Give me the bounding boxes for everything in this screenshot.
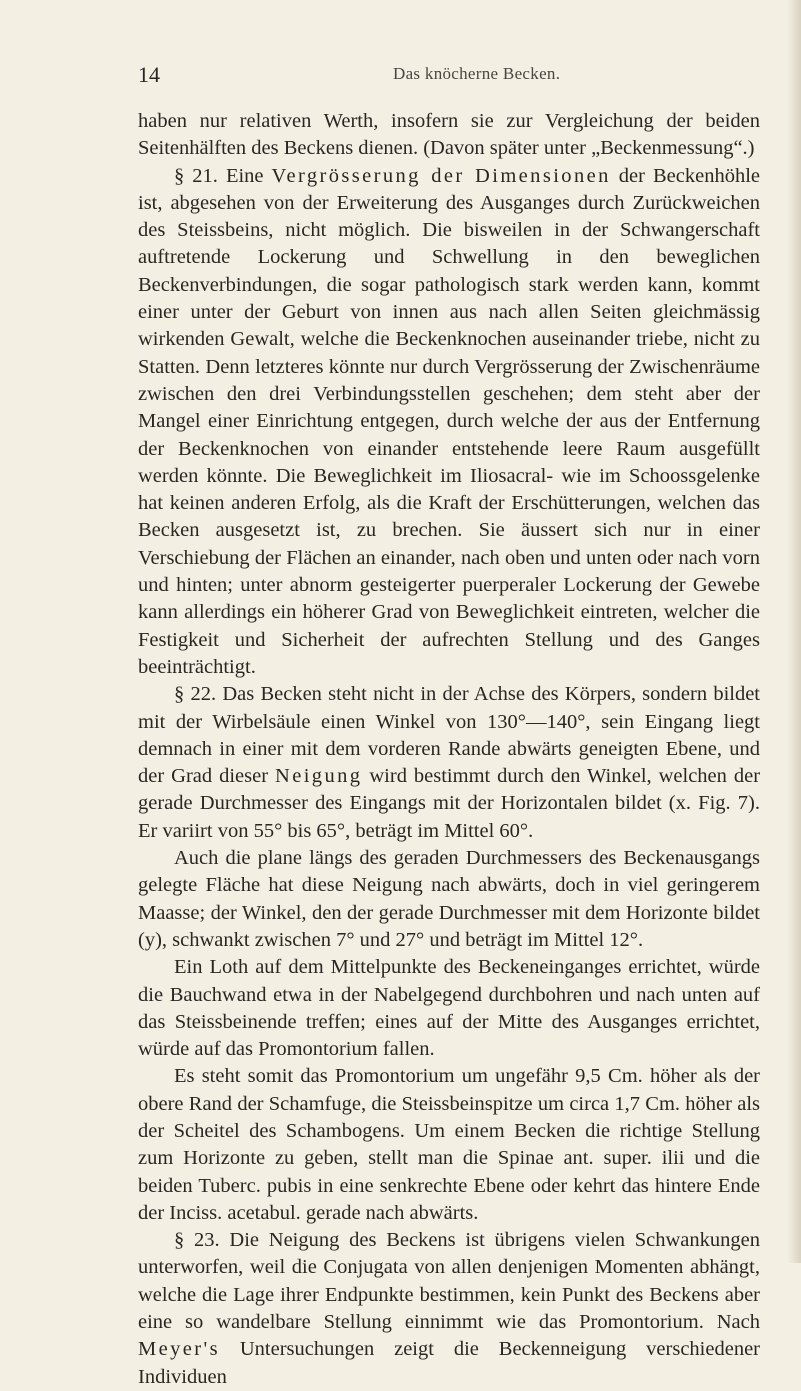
section-marker: § 23. [174,1229,220,1252]
page-edge-shadow [787,0,801,1263]
paragraph-section-23: § 23. Die Neigung des Beckens ist übrigens vielen Schwankungen unterworfen, weil die Conjugata von allen denjenigen Momenten abhängt, welche die Lage ihrer Endpunkte bestimmen, kein Punkt des Beckens aber eine so wandelbare Stellung einnimmt wie das Promontorium. Nach Meyer's Untersuchungen zeigt die Beckenneigung verschiedener Individuen [138,1229,761,1388]
page-number: 14 [138,62,160,87]
paragraph-section-21: § 21. Eine Vergrösserung der Dimensionen der Beckenhöhle ist, abgesehen von der Erweiterung des Ausganges durch Zurückweichen des Steissbeins, nicht möglich. Die bisweilen in der Schwangerschaft auftretende Lockerung und Schwellung in den beweglichen Beckenverbindungen, die sogar pathologisch stark werden kann, kommt einer unter der Geburt von innen aus nach allen Seiten gleichmässig wirkenden Gewalt, welche die Beckenknochen auseinander triebe, nicht zu Statten. Denn letzteres könnte nur durch Vergrösserung der Zwischenräume zwischen den drei Verbindungsstellen geschehen; dem steht aber der Mangel einer Einrichtung entgegen, durch welche der aus der Entfernung der Beckenknochen von einander entstehende leere Raum ausgefüllt werden könnte. Die Beweglichkeit im Iliosacral- wie im Schoossgelenke hat keinen anderen Erfolg, als die Kraft der Erschütterungen, welchen das Becken ausgesetzt ist, zu brechen. Sie äussert sich nur in einer Verschiebung der Flächen an einander, nach oben und unten oder nach vorn und hinten; unter abnorm gesteigerter puerperaler Lockerung der Gewebe kann allerdings ein höherer Grad von Beweglichkeit eintreten, welcher die Festigkeit und Sicherheit der aufrechten Stellung und des Ganges beeinträchtigt. [138,164,761,678]
emphasis-text: Neigung [275,765,363,788]
section-marker: § 22. [174,683,217,706]
paragraph: Es steht somit das Promontorium um ungefähr 9,5 Cm. höher als der obere Rand der Schamfuge, die Steissbeinspitze um circa 1,7 Cm. höher als der Scheitel des Schambogens. Um einem Becken die richtige Stellung zum Horizonte zu geben, stellt man die Spinae ant. super. ilii und die beiden Tuberc. pubis in eine senkrechte Ebene oder kehrt das hintere Ende der Inciss. acetabul. gerade nach abwärts. [138,1065,760,1224]
paragraph: Ein Loth auf dem Mittelpunkte des Beckeneinganges errichtet, würde die Bauchwand etwa in der Nabelgegend durchbohren und nach unten auf das Steissbeinende treffen; eines auf der Mitte des Ausganges errichtet, würde auf das Promontorium fallen. [138,956,760,1061]
paragraph: Auch die plane längs des geraden Durchmessers des Beckenausgangs gelegte Fläche hat diese Neigung nach abwärts, doch in viel geringerem Maasse; der Winkel, den der gerade Durchmesser mit dem Horizonte bildet (y), schwankt zwischen 7° und 27° und beträgt im Mittel 12°. [138,847,760,951]
body-text [138,108,760,1391]
page-header [138,62,738,92]
emphasis-text: Vergrösserung der Dimensionen [271,164,611,187]
running-head: Das knöcherne Becken. [393,64,561,83]
paragraph-continuation: haben nur relativen Werth, insofern sie zur Vergleichung der beiden Seitenhälften des Beckens dienen. (Davon später unter „Beckenmessung“.) [138,110,760,160]
paragraph-section-22: § 22. Das Becken steht nicht in der Achse des Körpers, sondern bildet mit der Wirbelsäule einen Winkel von 130°—140°, sein Eingang liegt demnach in einer mit dem vorderen Rande abwärts geneigten Ebene, und der Grad dieser Neigung wird bestimmt durch den Winkel, welchen der gerade Durchmesser des Eingangs mit der Horizontalen bildet (x. Fig. 7). Er variirt von 55° bis 65°, beträgt im Mittel 60°. [138,683,761,842]
emphasis-text: Meyer's [138,1338,220,1361]
section-marker: § 21. [174,164,218,187]
